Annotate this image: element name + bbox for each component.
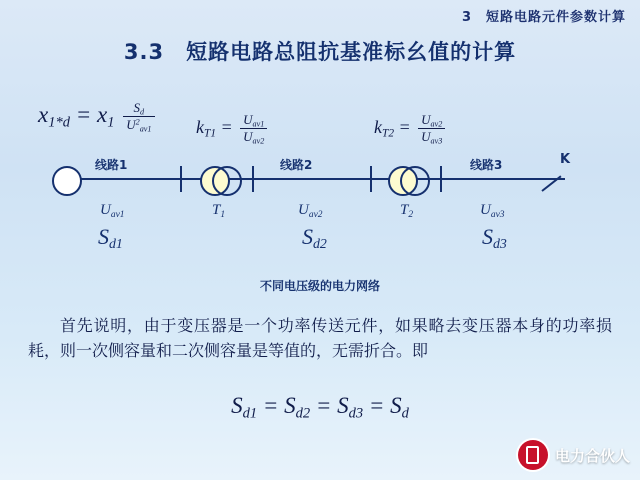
formula-sd-equality: $S_{d1} = S_{d2} = S_{d3} = S_d$ bbox=[231, 393, 409, 422]
network-diagram bbox=[40, 150, 610, 290]
fault-point-label: K bbox=[560, 152, 571, 167]
transformer-symbol-t2 bbox=[388, 166, 426, 192]
equals-sign: = bbox=[75, 102, 97, 128]
fraction-uav1-over-uav2 bbox=[240, 112, 267, 146]
line-label-2: 线路2 bbox=[280, 158, 313, 172]
fraction-numerator: $S_d$ bbox=[133, 100, 145, 117]
fraction-sd-over-uav1sq bbox=[123, 100, 154, 134]
bus-tick-4 bbox=[440, 166, 442, 192]
equals-sign: = bbox=[220, 117, 238, 138]
watermark-label: 电力合伙人 bbox=[554, 446, 630, 465]
power-label-3: $S_{d3}$ bbox=[482, 224, 507, 252]
bus-tick-1 bbox=[180, 166, 182, 192]
watermark bbox=[518, 440, 630, 470]
transmission-line bbox=[65, 178, 565, 180]
fraction-numerator: $U_{av1}$ bbox=[243, 112, 265, 129]
line-label-1: 线路1 bbox=[95, 158, 128, 172]
equals-sign: = bbox=[315, 393, 338, 418]
power-label-1: $S_{d1}$ bbox=[98, 224, 123, 252]
generator-symbol bbox=[52, 166, 82, 196]
transformer-winding bbox=[400, 166, 430, 196]
bus-tick-2 bbox=[252, 166, 254, 192]
fraction-uav2-over-uav3 bbox=[418, 112, 445, 146]
formula-x-star: $x_{1*d} = x_1$ $\frac{S_d}{U^2_{av1}}$ bbox=[38, 100, 158, 134]
fault-switch-icon bbox=[540, 172, 570, 200]
bus-tick-3 bbox=[370, 166, 372, 192]
voltage-label-1: $U_{av1}$ bbox=[100, 202, 125, 220]
voltage-label-2: $U_{av2}$ bbox=[298, 202, 323, 220]
transformer-label-t2: $T_2$ bbox=[400, 202, 414, 220]
fraction-denominator: $U_{av3}$ bbox=[418, 128, 445, 145]
transformer-symbol-t1 bbox=[200, 166, 238, 192]
transformer-label-t1: $T_1$ bbox=[212, 202, 226, 220]
voltage-label-3: $U_{av3}$ bbox=[480, 202, 505, 220]
slide-header: 3 短路电路元件参数计算 bbox=[461, 10, 626, 25]
fraction-denominator: $U^2_{av1}$ bbox=[123, 116, 154, 133]
equals-sign: = bbox=[262, 393, 285, 418]
body-paragraph: 首先说明，由于变压器是一个功率传送元件，如果略去变压器本身的功率损耗，则一次侧容量和二次侧容量是等值的，无需折合。即 bbox=[28, 316, 612, 360]
power-label-2: $S_{d2}$ bbox=[302, 224, 327, 252]
figure-caption: 不同电压级的电力网络 bbox=[259, 279, 380, 293]
formula-x-star-lhs: $x_{1*d}$ bbox=[38, 102, 70, 131]
transformer-winding bbox=[212, 166, 242, 196]
formula-k-t1: $k_{T1}$ = $\frac{U_{av1}}{U_{av2}}$ bbox=[196, 112, 270, 146]
plug-icon bbox=[518, 440, 548, 470]
fraction-denominator: $U_{av2}$ bbox=[240, 128, 267, 145]
fraction-numerator: $U_{av2}$ bbox=[421, 112, 443, 129]
equals-sign: = bbox=[398, 117, 416, 138]
equals-sign: = bbox=[368, 393, 391, 418]
page-title: 3.3 短路电路总阻抗基准标幺值的计算 bbox=[123, 40, 517, 64]
formula-k-t2: $k_{T2}$ = $\frac{U_{av2}}{U_{av3}}$ bbox=[374, 112, 448, 146]
line-label-3: 线路3 bbox=[470, 158, 503, 172]
